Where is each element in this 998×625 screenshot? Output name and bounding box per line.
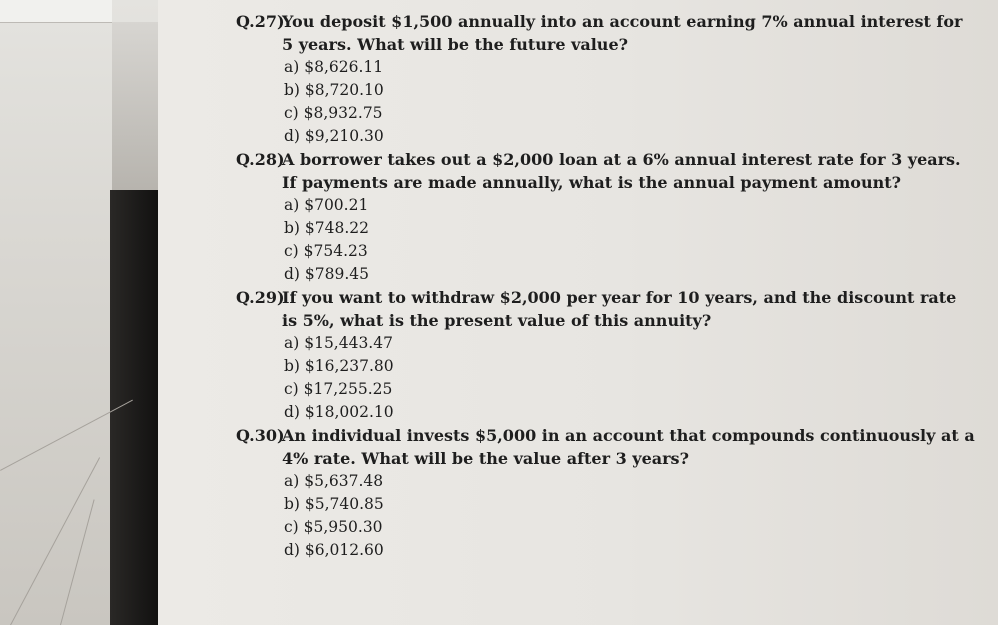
background-strip <box>0 0 112 23</box>
option-b: b) $8,720.10 <box>284 81 384 99</box>
question-30 <box>236 424 976 562</box>
answer-options <box>236 56 976 148</box>
question-number: Q.27) <box>236 12 285 31</box>
option-d: d) $9,210.30 <box>284 127 384 145</box>
question-28 <box>236 148 976 286</box>
question-29 <box>236 286 976 424</box>
monitor-bezel-upper <box>112 22 158 190</box>
answer-options <box>236 470 976 562</box>
option-b: b) $748.22 <box>284 219 369 237</box>
question-number: Q.30) <box>236 426 285 445</box>
option-a: a) $5,637.48 <box>284 472 384 490</box>
question-heading <box>236 286 976 332</box>
option-a: a) $15,443.47 <box>284 334 393 352</box>
question-number: Q.29) <box>236 288 285 307</box>
option-a: a) $8,626.11 <box>284 58 384 76</box>
answer-options <box>236 194 976 286</box>
document-page <box>158 0 998 625</box>
question-text: An individual invests $5,000 in an account that compounds continuously at a 4% rate. What will be the value after 3 years? <box>282 426 975 468</box>
option-a: a) $700.21 <box>284 196 369 214</box>
question-heading <box>236 424 976 470</box>
question-heading <box>236 10 976 56</box>
option-d: d) $6,012.60 <box>284 541 384 559</box>
question-text: If you want to withdraw $2,000 per year for 10 years, and the discount rate is 5%, what is the present value of this annuity? <box>282 288 957 330</box>
option-d: d) $789.45 <box>284 265 369 283</box>
question-text: A borrower takes out a $2,000 loan at a 6% annual interest rate for 3 years. If payments are made annually, what is the annual payment amount? <box>282 150 961 192</box>
option-b: b) $5,740.85 <box>284 495 384 513</box>
option-c: c) $754.23 <box>284 242 368 260</box>
option-c: c) $5,950.30 <box>284 518 383 536</box>
question-list <box>236 10 976 562</box>
option-d: d) $18,002.10 <box>284 403 394 421</box>
option-c: c) $17,255.25 <box>284 380 393 398</box>
answer-options <box>236 332 976 424</box>
question-text: You deposit $1,500 annually into an account earning 7% annual interest for 5 years. What will be the future value? <box>282 12 963 54</box>
question-27 <box>236 10 976 148</box>
option-c: c) $8,932.75 <box>284 104 383 122</box>
question-heading <box>236 148 976 194</box>
option-b: b) $16,237.80 <box>284 357 394 375</box>
question-number: Q.28) <box>236 150 285 169</box>
